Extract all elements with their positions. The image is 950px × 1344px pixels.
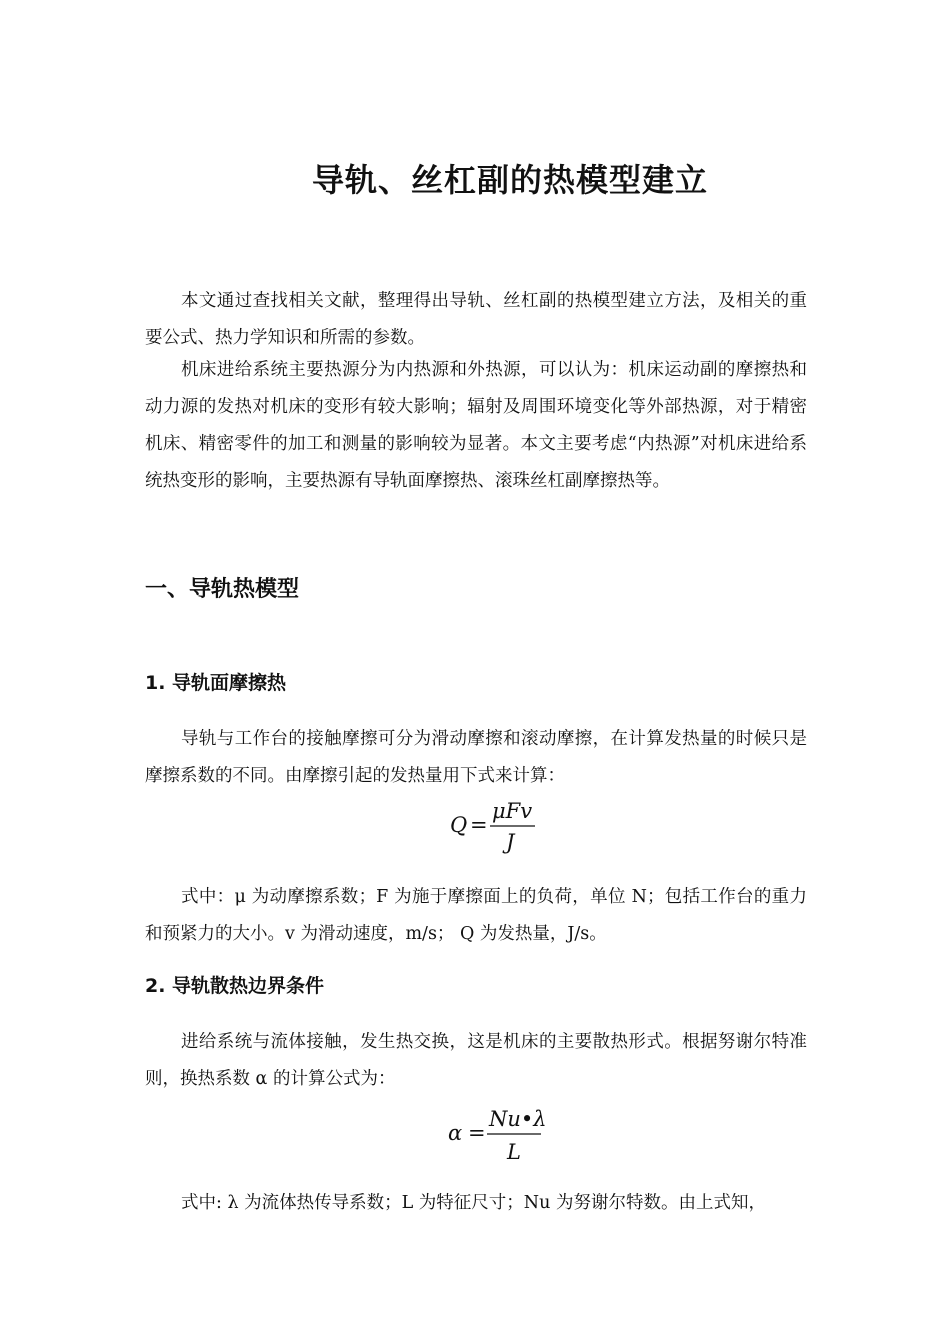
- formula1-numerator: μFv: [492, 799, 533, 823]
- intro-paragraph-1: 本文通过查找相关文献，整理得出导轨、丝杠副的热模型建立方法，及相关的重要公式、热力学知识和所需的参数。: [145, 291, 807, 348]
- formula-heat-generation: [440, 796, 550, 858]
- friction-variables-paragraph: 式中：μ 为动摩擦系数；F 为施于摩擦面上的负荷，单位 N；包括工作台的重力和预紧力的大小。v 为滑动速度，m/s； Q 为发热量，J/s。: [145, 887, 807, 944]
- section-heading-guide-rail: 一、导轨热模型: [145, 577, 300, 602]
- formula2-lhs: α: [448, 1121, 463, 1145]
- formula2-numerator: Nu•λ: [489, 1107, 547, 1131]
- formula-heat-transfer-coefficient: [440, 1104, 560, 1166]
- formula1-denominator: J: [506, 830, 515, 854]
- intro-paragraph-2: 机床进给系统主要热源分为内热源和外热源，可以认为：机床运动副的摩擦热和动力源的发热对机床的变形有较大影响；辐射及周围环境变化等外部热源，对于精密机床、精密零件的加工和测量的影响较为显著。本文主要考虑“内热源”对机床进给系统热变形的影响，主要热源有导轨面摩擦热、滚珠丝杠副摩擦热等。: [145, 360, 807, 491]
- dissipation-variables-paragraph: 式中: λ 为流体热传导系数；L 为特征尺寸；Nu 为努谢尔特数。由上式知，: [181, 1193, 766, 1213]
- dissipation-paragraph: 进给系统与流体接触，发生热交换，这是机床的主要散热形式。根据努谢尔特准则，换热系数 α 的计算公式为：: [145, 1032, 807, 1089]
- subheading-heat-dissipation: 2. 导轨散热边界条件: [145, 975, 325, 997]
- formula2-denominator: L: [507, 1140, 521, 1164]
- document-title: 导轨、丝杠副的热模型建立: [311, 161, 708, 199]
- friction-paragraph: 导轨与工作台的接触摩擦可分为滑动摩擦和滚动摩擦，在计算发热量的时候只是摩擦系数的不同。由摩擦引起的发热量用下式来计算：: [145, 729, 807, 786]
- subheading-friction-heat: 1. 导轨面摩擦热: [145, 672, 287, 694]
- formula2-equals: =: [468, 1121, 486, 1145]
- formula1-equals: =: [470, 813, 488, 837]
- formula1-lhs: Q: [450, 813, 468, 837]
